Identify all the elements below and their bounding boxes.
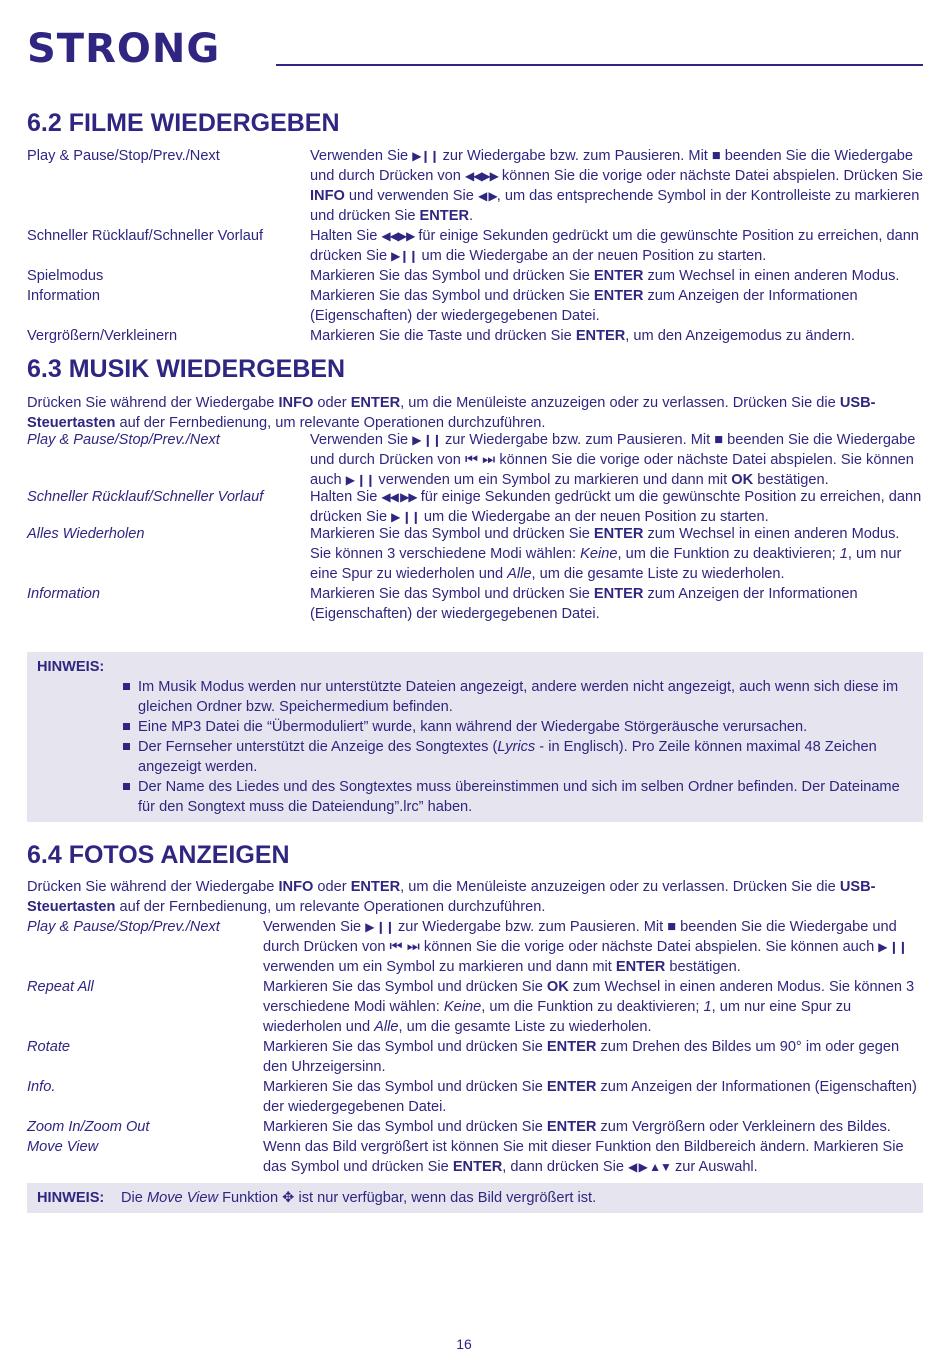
prev-next-icon: ⏮ ⏭: [464, 452, 496, 468]
table-row: [27, 1077, 923, 1117]
rewind-forward-icon: ◀◀▶▶: [381, 229, 415, 243]
section-title: 6.2 FILME WIEDERGEBEN: [27, 109, 340, 137]
play-pause-icon: ▶ ❙❙: [878, 940, 907, 954]
row-text: Markieren Sie das Symbol und drücken Sie ENTER zum Wechsel in einen anderen Modus. Sie können 3 verschiedene Modi wählen: Keine, um die Funktion zu deaktivieren; 1, um nur eine Spur zu wiederholen und Alle, um die gesamte Liste zu wiederholen.: [310, 526, 902, 582]
row-label: Information: [27, 288, 101, 304]
section-title: 6.4 FOTOS ANZEIGEN: [27, 841, 290, 869]
hinweis-label: HINWEIS:: [37, 659, 105, 675]
row-text: Markieren Sie das Symbol und drücken Sie OK zum Wechsel in einen anderen Modus. Sie können 3 verschiedene Modi wählen: Keine, um die Funktion zu deaktivieren; 1, um nur eine Spur zu wiederholen und Alle, um die gesamte Liste zu wiederholen.: [263, 979, 915, 1035]
hinweis-list: [123, 677, 913, 817]
row-text: Verwenden Sie ▶ ❙❙ zur Wiedergabe bzw. zum Pausieren. Mit ■ beenden Sie die Wiedergabe und durch Drücken von ⏮ ⏭ können Sie die vorige oder nächste Datei abspielen. Sie können auch ▶ ❙❙ verwenden um ein Symbol zu markieren und dann mit ENTER bestätigen.: [263, 919, 907, 975]
table-row: [27, 1117, 923, 1137]
prev-next-icon: ◀◀▶▶: [464, 169, 498, 183]
table-row: [27, 146, 923, 226]
arrow-keys-icon: ◀ ▶ ▲▼: [628, 1160, 671, 1174]
table-row: [27, 266, 923, 286]
stop-icon: ■: [711, 148, 721, 164]
list-item: Der Fernseher unterstützt die Anzeige des Songtextes (Lyrics - in Englisch). Pro Zeile können maximal 48 Zeichen angezeigt werden.: [123, 737, 913, 777]
row-text: Halten Sie ◀◀ ▶▶ für einige Sekunden gedrückt um die gewünschte Position zu erreichen, dann drücken Sie ▶ ❙❙ um die Wiedergabe an der neuen Position zu starten.: [310, 489, 922, 525]
row-label: Schneller Rücklauf/Schneller Vorlauf: [27, 489, 264, 505]
row-label: Play & Pause/Stop/Prev./Next: [27, 148, 220, 164]
hinweis-box: [27, 652, 923, 822]
list-item: Eine MP3 Datei die “Übermoduliert” wurde, kann während der Wiedergabe Störgeräusche verursachen.: [123, 717, 913, 737]
row-text: Markieren Sie das Symbol und drücken Sie ENTER zum Anzeigen der Informationen (Eigenschaften) der wiedergegebenen Datei.: [263, 1079, 917, 1115]
table-row: [27, 584, 923, 624]
row-label: Vergrößern/Verkleinern: [27, 328, 178, 344]
table-row: [27, 917, 923, 977]
table-row: [27, 326, 923, 346]
stop-icon: ■: [667, 919, 677, 935]
row-label: Repeat All: [27, 979, 94, 995]
row-text: Markieren Sie die Taste und drücken Sie ENTER, um den Anzeigemodus zu ändern.: [310, 328, 855, 344]
row-label: Rotate: [27, 1039, 70, 1055]
row-text: Markieren Sie das Symbol und drücken Sie ENTER zum Drehen des Bildes um 90° im oder gegen den Uhrzeigersinn.: [263, 1039, 900, 1075]
hinweis-box-move-view: HINWEIS: Die Move View Funktion ✥ ist nur verfügbar, wenn das Bild vergrößert ist.: [27, 1183, 923, 1213]
row-label: Play & Pause/Stop/Prev./Next: [27, 432, 220, 448]
stop-icon: ■: [714, 432, 724, 448]
row-text: Markieren Sie das Symbol und drücken Sie ENTER zum Vergrößern oder Verkleinern des Bildes.: [263, 1119, 891, 1135]
row-label: Play & Pause/Stop/Prev./Next: [27, 919, 220, 935]
row-label: Move View: [27, 1139, 99, 1155]
section-title: 6.3 MUSIK WIEDERGEBEN: [27, 355, 346, 383]
table-row: [27, 286, 923, 326]
row-label: Schneller Rücklauf/Schneller Vorlauf: [27, 228, 264, 244]
header-rule: [276, 64, 923, 66]
table-row: [27, 430, 923, 490]
page-number: 16: [456, 1336, 472, 1352]
row-text: Verwenden Sie ▶❙❙ zur Wiedergabe bzw. zum Pausieren. Mit ■ beenden Sie die Wiedergabe und durch Drücken von ◀◀▶▶ können Sie die vorige oder nächste Datei abspielen. Drücken Sie INFO und verwenden Sie ◀ ▶, um das entsprechende Symbol in der Kontrolleiste zu markieren und drücken Sie ENTER.: [310, 148, 923, 224]
list-item: Im Musik Modus werden nur unterstützte Dateien angezeigt, andere werden nicht angezeigt, auch wenn sich diese im gleichen Ordner bzw. Speichermedium befinden.: [123, 677, 913, 717]
play-pause-icon: ▶❙❙: [412, 149, 439, 163]
table-row: [27, 977, 923, 1037]
list-item: Der Name des Liedes und des Songtextes muss übereinstimmen und sich im selben Ordner befinden. Der Dateiname für den Songtext muss die Dateiendung”.lrc” haben.: [123, 777, 913, 817]
row-text: Markieren Sie das Symbol und drücken Sie ENTER zum Anzeigen der Informationen (Eigenschaften) der wiedergegebenen Datei.: [310, 288, 858, 324]
strong-logo: STRONG: [27, 26, 221, 72]
play-pause-icon: ▶ ❙❙: [412, 433, 441, 447]
row-text: Markieren Sie das Symbol und drücken Sie ENTER zum Anzeigen der Informationen (Eigenschaften) der wiedergegebenen Datei.: [310, 586, 858, 622]
table-row: [27, 1037, 923, 1077]
prev-next-icon: ⏮ ⏭: [389, 939, 420, 955]
section-intro: Drücken Sie während der Wiedergabe INFO oder ENTER, um die Menüleiste anzuzeigen oder zu verlassen. Drücken Sie die USB-Steuertasten auf der Fernbedienung, um relevante Operationen durchzuführen.: [27, 395, 876, 431]
row-label: Zoom In/Zoom Out: [27, 1119, 150, 1135]
play-pause-icon: ▶ ❙❙: [345, 473, 375, 487]
row-label: Alles Wiederholen: [27, 526, 145, 542]
table-row: [27, 226, 923, 266]
hinweis-label: HINWEIS:: [37, 1190, 105, 1206]
row-label: Information: [27, 586, 101, 602]
section-intro: Drücken Sie während der Wiedergabe INFO oder ENTER, um die Menüleiste anzuzeigen oder zu verlassen. Drücken Sie die USB-Steuertasten auf der Fernbedienung, um relevante Operationen durchzuführen.: [27, 879, 876, 915]
row-text: Markieren Sie das Symbol und drücken Sie ENTER zum Wechsel in einen anderen Modus.: [310, 268, 900, 284]
row-label: Info.: [27, 1079, 56, 1095]
table-row: [27, 524, 923, 584]
table-row: [27, 1137, 923, 1177]
row-text: Verwenden Sie ▶ ❙❙ zur Wiedergabe bzw. zum Pausieren. Mit ■ beenden Sie die Wiedergabe und durch Drücken von ⏮ ⏭ können Sie die vorige oder nächste Datei abspielen. Sie können auch ▶ ❙❙ verwenden um ein Symbol zu markieren und dann mit OK bestätigen.: [310, 432, 916, 488]
rewind-forward-icon: ◀◀ ▶▶: [381, 490, 417, 504]
play-pause-icon: ▶ ❙❙: [391, 510, 420, 524]
section-filme: [27, 108, 923, 346]
row-label: Spielmodus: [27, 268, 104, 284]
row-text: Wenn das Bild vergrößert ist können Sie mit dieser Funktion den Bildbereich ändern. Markieren Sie das Symbol und drücken Sie ENTER, dann drücken Sie ◀ ▶ ▲▼ zur Auswahl.: [263, 1139, 904, 1175]
section-fotos: [27, 840, 923, 1177]
table-row: [27, 487, 923, 527]
move-view-icon: ✥: [282, 1190, 295, 1206]
play-pause-icon: ▶❙❙: [391, 249, 418, 263]
section-musik: [27, 354, 923, 624]
play-pause-icon: ▶ ❙❙: [365, 920, 394, 934]
row-text: Halten Sie ◀◀▶▶ für einige Sekunden gedrückt um die gewünschte Position zu erreichen, dann drücken Sie ▶❙❙ um die Wiedergabe an der neuen Position zu starten.: [310, 228, 919, 264]
left-right-icon: ◀ ▶: [477, 189, 497, 203]
